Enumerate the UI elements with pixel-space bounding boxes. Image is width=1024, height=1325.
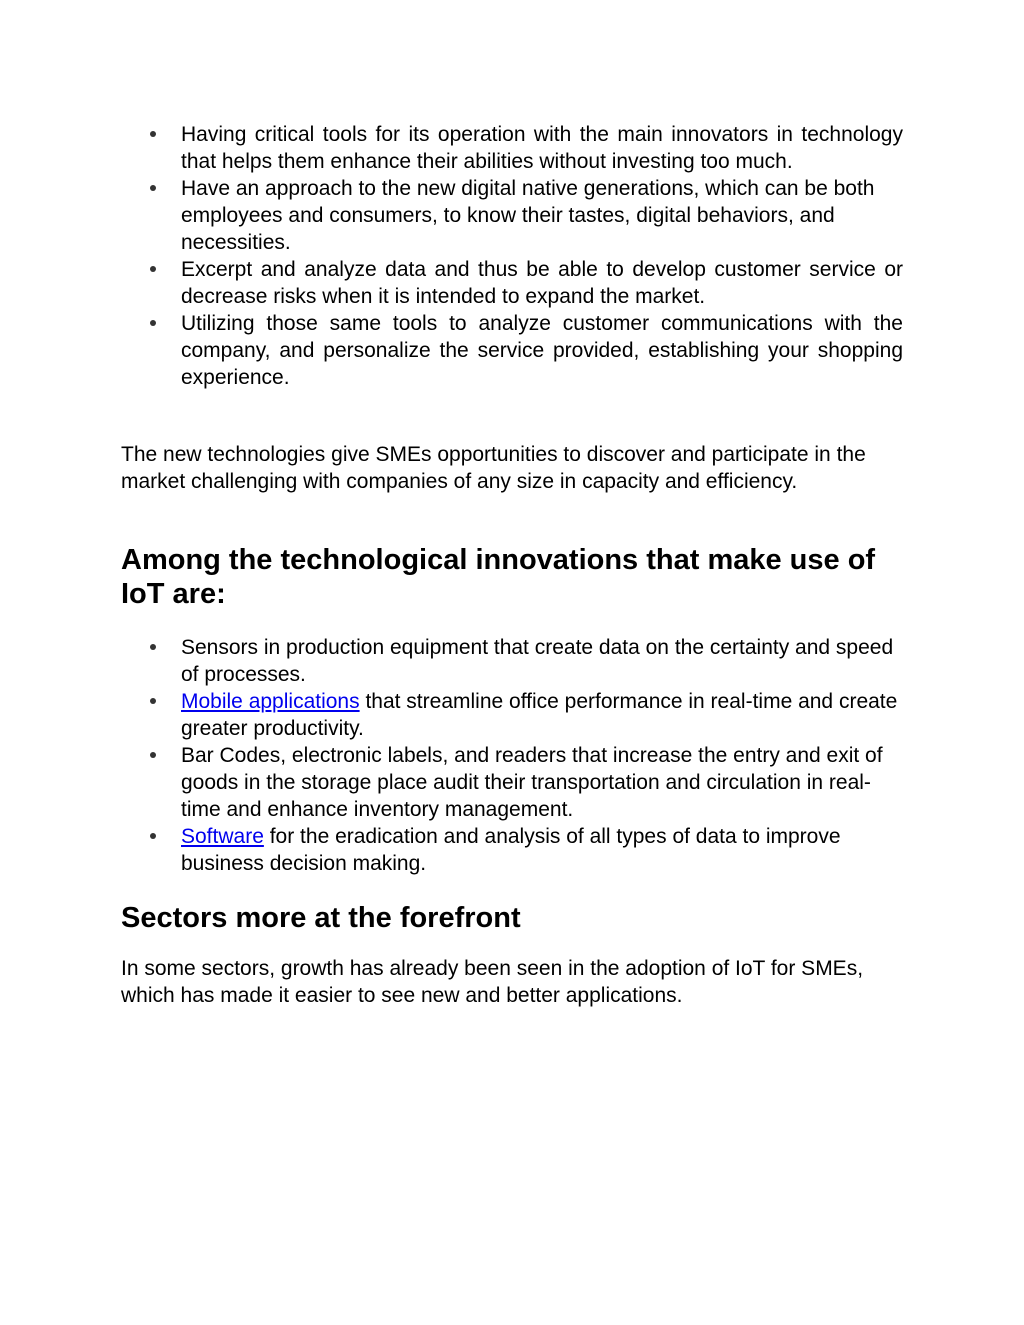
bullet-icon	[150, 185, 156, 191]
bullet-icon	[150, 698, 156, 704]
mobile-applications-link[interactable]: Mobile applications	[181, 690, 360, 713]
list-item	[0, 256, 903, 310]
benefits-list	[0, 121, 903, 391]
software-link[interactable]: Software	[181, 825, 264, 848]
section-heading-innovations: Among the technological innovations that make use of IoT are:	[121, 544, 876, 610]
bullet-icon	[150, 833, 156, 839]
sectors-paragraph: In some sectors, growth has already been seen in the adoption of IoT for SMEs, which has made it easier to see new and better applications.	[121, 957, 864, 1007]
list-item-text: Sensors in production equipment that create data on the certainty and speed of processes.	[181, 636, 894, 686]
bullet-icon	[150, 752, 156, 758]
bullet-icon	[150, 131, 156, 137]
list-item-text: Bar Codes, electronic labels, and readers that increase the entry and exit of goods in the storage place audit their transportation and circulation in real-time and enhance inventory management.	[181, 744, 883, 821]
list-item	[0, 742, 903, 823]
bullet-icon	[150, 320, 156, 326]
list-item-text: Utilizing those same tools to analyze customer communications with the company, and personalize the service provided, establishing your shopping experience.	[181, 312, 903, 389]
list-item-text: Have an approach to the new digital native generations, which can be both employees and consumers, to know their tastes, digital behaviors, and necessities.	[181, 177, 875, 254]
list-item	[0, 175, 903, 256]
list-item-text: Excerpt and analyze data and thus be able to develop customer service or decrease risks when it is intended to expand the market.	[181, 258, 903, 308]
bullet-icon	[150, 644, 156, 650]
list-item	[0, 634, 903, 688]
list-item	[0, 823, 903, 877]
bullet-icon	[150, 266, 156, 272]
innovations-list	[0, 634, 903, 877]
list-item	[0, 310, 903, 391]
section-heading-sectors: Sectors more at the forefront	[121, 902, 521, 934]
list-item-text: for the eradication and analysis of all types of data to improve business decision making.	[181, 825, 841, 875]
list-item-text: Having critical tools for its operation with the main innovators in technology that helps them enhance their abilities without investing too much.	[181, 123, 903, 173]
intro-paragraph: The new technologies give SMEs opportunities to discover and participate in the market challenging with companies of any size in capacity and efficiency.	[121, 443, 866, 493]
list-item-text: that streamline office performance in real-time and create greater productivity.	[181, 690, 898, 740]
list-item	[0, 688, 903, 742]
list-item	[0, 121, 903, 175]
